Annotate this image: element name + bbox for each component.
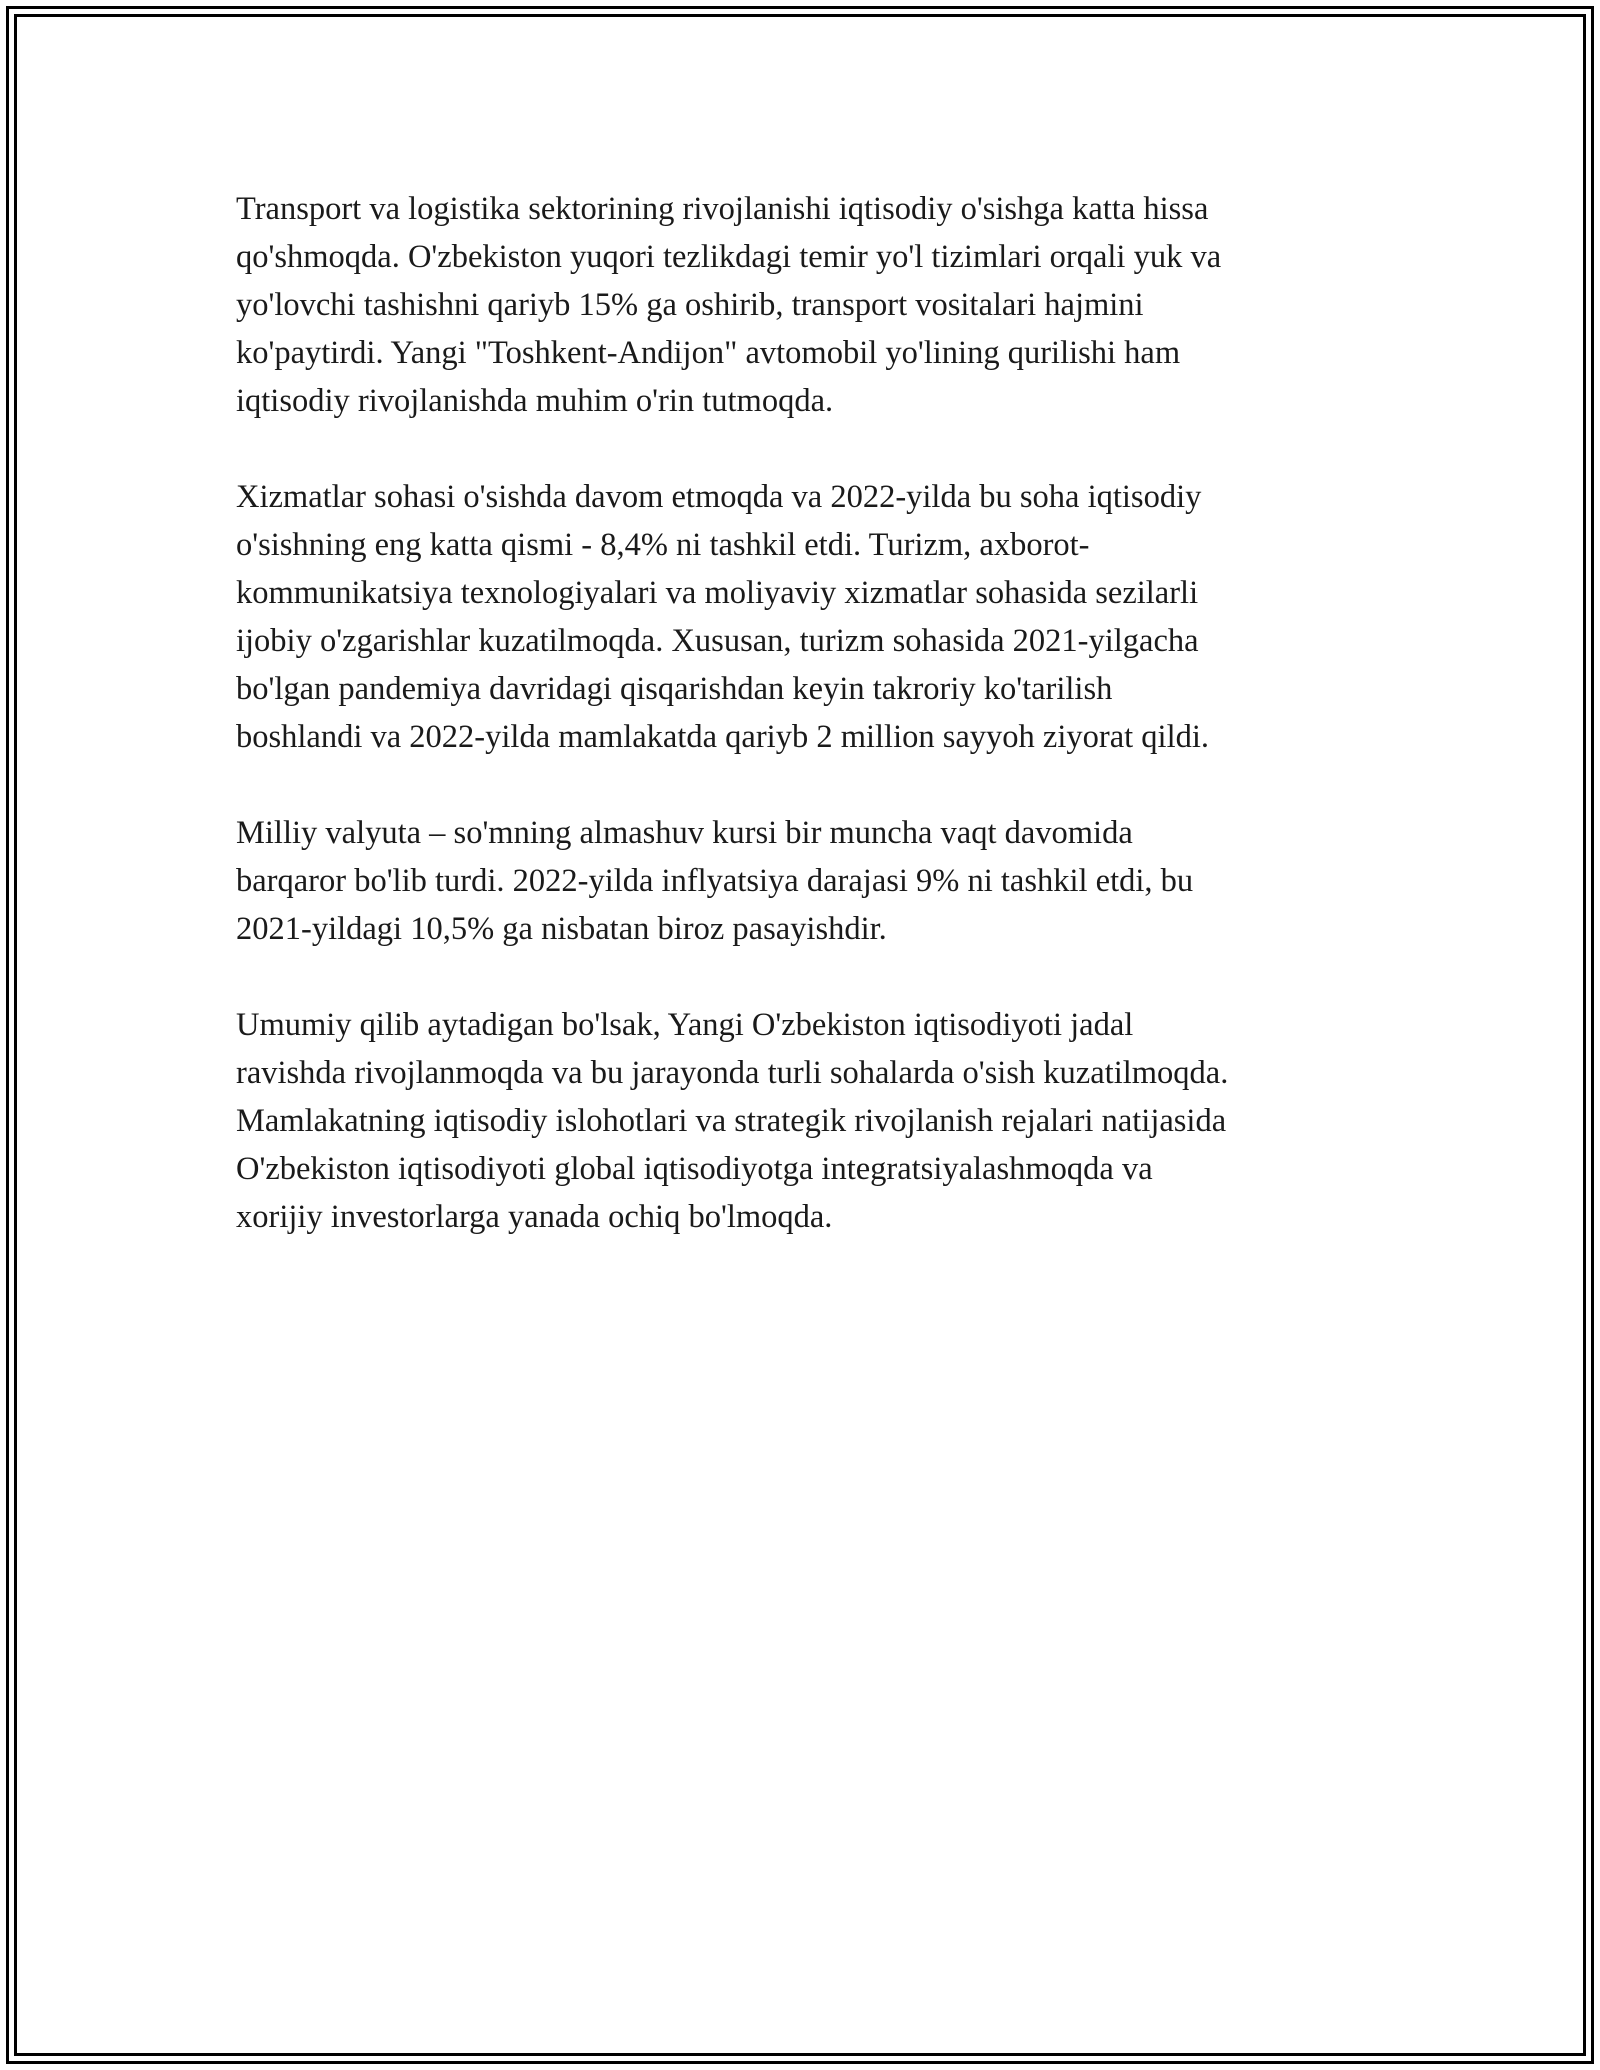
paragraph-conclusion: Umumiy qilib aytadigan bo'lsak, Yangi O'zbekiston iqtisodiyoti jadal ravishda rivojlanmoqda va bu jarayonda turli sohalarda o'sish kuzatilmoqda. Mamlakatning iqtisodiy islohotlari va strategik rivojlanish rejalari natijasida O'zbekiston iqtisodiyoti global iqtisodiyotga integratsiyalashmoqda va xorijiy investorlarga yanada ochiq bo'lmoqda. [236,1007,1229,1235]
paragraph-services: Xizmatlar sohasi o'sishda davom etmoqda va 2022-yilda bu soha iqtisodiy o'sishning eng katta qismi - 8,4% ni tashkil etdi. Turizm, axborot- kommunikatsiya texnologiyalari va moliyaviy xizmatlar sohasida sezilarli ijobiy o'zgarishlar kuzatilmoqda. Xususan, turizm sohasida 2021-yilgacha bo'lgan pandemiya davridagi qisqarishdan keyin takroriy ko'tarilish boshlandi va 2022-yilda mamlakatda qariyb 2 million sayyoh ziyorat qildi. [236,479,1210,755]
paragraph-currency: Milliy valyuta – so'mning almashuv kursi bir muncha vaqt davomida barqaror bo'lib turdi. 2022-yilda inflyatsiya darajasi 9% ni tashkil etdi, bu 2021-yildagi 10,5% ga nisbatan biroz pasayishdir. [236,815,1194,947]
paragraph-transport: Transport va logistika sektorining rivojlanishi iqtisodiy o'sishga katta hissa qo'shmoqda. O'zbekiston yuqori tezlikdagi temir yo'l tizimlari orqali yuk va yo'lovchi tashishni qariyb 15% ga oshirib, transport vositalari hajmini ko'paytirdi. Yangi "Toshkent-Andijon" avtomobil yo'lining qurilishi ham iqtisodiy rivojlanishda muhim o'rin tutmoqda. [236,191,1222,419]
document-body [236,185,1366,1289]
